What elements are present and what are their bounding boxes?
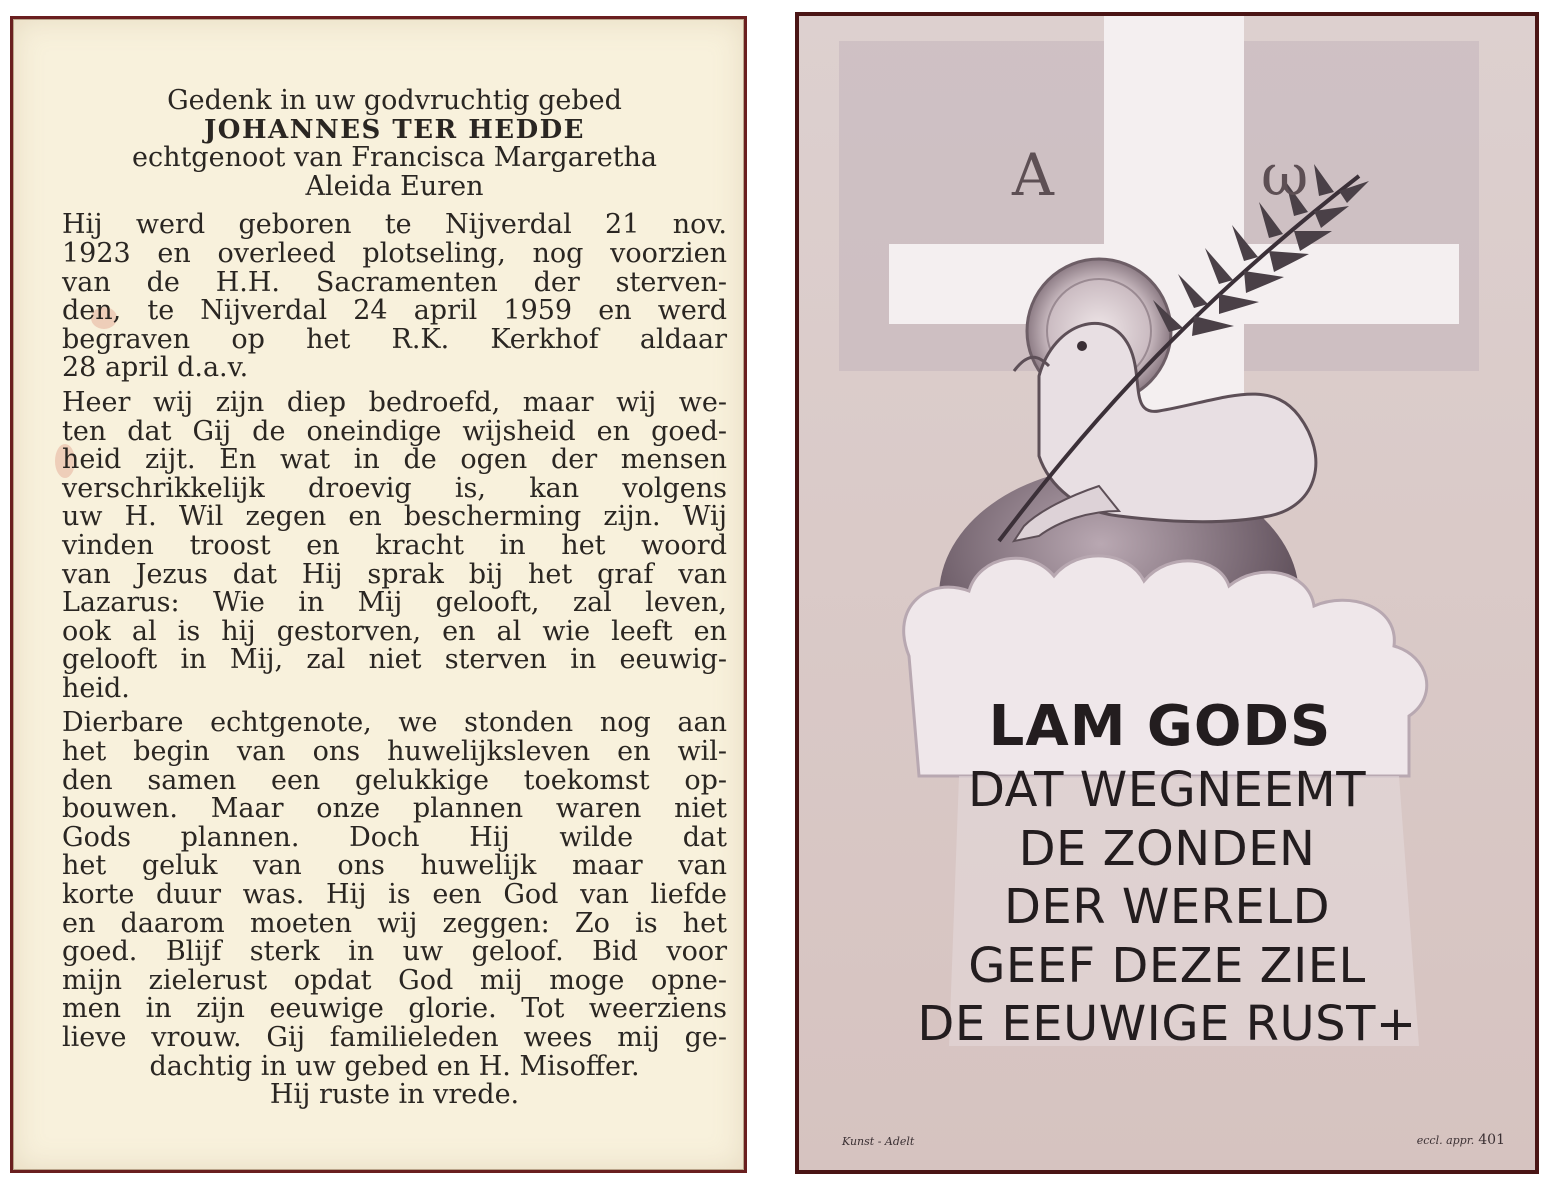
farewell-paragraph: [62, 709, 727, 1081]
text-line: ook al is hij gestorven, en al wie leeft en: [62, 615, 727, 647]
deceased-name: JOHANNES TER HEDDE: [204, 114, 585, 145]
text-line: Hij werd geboren te Nijverdal 21 nov.: [62, 209, 727, 241]
omega-symbol: ω: [1261, 141, 1309, 209]
text-line: ten dat Gij de oneindige wijsheid en goed-: [62, 415, 727, 447]
approval-label: eccl. appr.: [1416, 1134, 1475, 1147]
verse-line: GEEF DEZE ZIEL: [968, 937, 1366, 994]
memorial-text: [62, 87, 727, 1110]
memorial-card-text-side: [10, 16, 747, 1173]
closing-line: Hij ruste in vrede.: [269, 1079, 520, 1111]
text-line: begraven op het R.K. Kerkhof aldaar: [62, 323, 727, 355]
alpha-symbol: Α: [1012, 141, 1054, 209]
text-line: van de H.H. Sacramenten der sterven-: [62, 266, 727, 298]
spouse-line: echtgenoot van Francisca Margaretha: [131, 142, 658, 174]
text-line: Lazarus: Wie in Mij gelooft, zal leven,: [62, 587, 727, 619]
text-line: Gods plannen. Doch Hij wilde dat: [62, 821, 727, 853]
text-line: goed. Blijf sterk in uw geloof. Bid voor: [62, 936, 727, 968]
approval-credit: [1417, 1132, 1505, 1148]
approval-number: 401: [1478, 1132, 1505, 1148]
text-line: uw H. Wil zegen en bescherming zijn. Wij: [62, 501, 727, 533]
spouse-line: Aleida Euren: [305, 170, 484, 202]
text-line: heid.: [62, 672, 130, 704]
text-line: het geluk van ons huwelijk maar van: [62, 850, 727, 882]
artist-credit: Kunst - Adelt: [842, 1135, 915, 1148]
text-line: den samen een gelukkige toekomst op-: [62, 764, 727, 796]
text-line: den, te Nijverdal 24 april 1959 en werd: [62, 295, 727, 327]
verse-line: DE EEUWIGE RUST+: [917, 996, 1417, 1052]
text-line: men in zijn eeuwige glorie. Tot weerziens: [62, 993, 727, 1025]
verse-line: DE ZONDEN: [1018, 820, 1316, 877]
text-line: mijn zielerust opdat God mij moge opne-: [62, 964, 727, 996]
verse-line: DAT WEGNEEMT: [967, 762, 1367, 818]
verse-line: DER WERELD: [1003, 879, 1331, 935]
lamb-eye: [1077, 341, 1087, 351]
text-line: korte duur was. Hij is een God van liefde: [62, 879, 727, 911]
text-line: en daarom moeten wij zeggen: Zo is het: [62, 907, 727, 939]
prayer-paragraph: [62, 386, 727, 704]
text-line: Heer wij zijn diep bedroefd, maar wij we-: [62, 386, 727, 418]
text-line: lieve vrouw. Gij familieleden wees mij ge-: [62, 1022, 727, 1053]
biography-paragraph: [62, 211, 727, 383]
cross-horizontal-beam: [889, 244, 1459, 324]
memorial-card-image-side: [795, 12, 1539, 1174]
text-line: heid zijt. En wat in de ogen der mensen: [62, 444, 727, 476]
text-line: bouwen. Maar onze plannen waren niet: [62, 793, 727, 825]
text-line: gelooft in Mij, zal niet sterven in eeuwig-: [62, 644, 727, 676]
text-line: vinden troost en kracht in het woord: [62, 529, 727, 561]
verse-title: LAM GODS: [988, 694, 1332, 759]
text-line: dachtig in uw gebed en H. Misoffer.: [149, 1050, 640, 1082]
text-line: het begin van ons huwelijksleven en wil-: [62, 736, 727, 768]
text-line: van Jezus dat Hij sprak bij het graf van: [62, 558, 727, 590]
text-line: 1923 en overleed plotseling, nog voorzien: [62, 237, 727, 269]
text-line: Dierbare echtgenote, we stonden nog aan: [62, 707, 727, 739]
agnus-dei-verse: [799, 693, 1535, 1054]
intro-line: Gedenk in uw godvruchtig gebed: [167, 85, 622, 116]
text-line: verschrikkelijk droevig is, kan volgens: [62, 472, 727, 504]
text-line: 28 april d.a.v.: [62, 352, 249, 384]
